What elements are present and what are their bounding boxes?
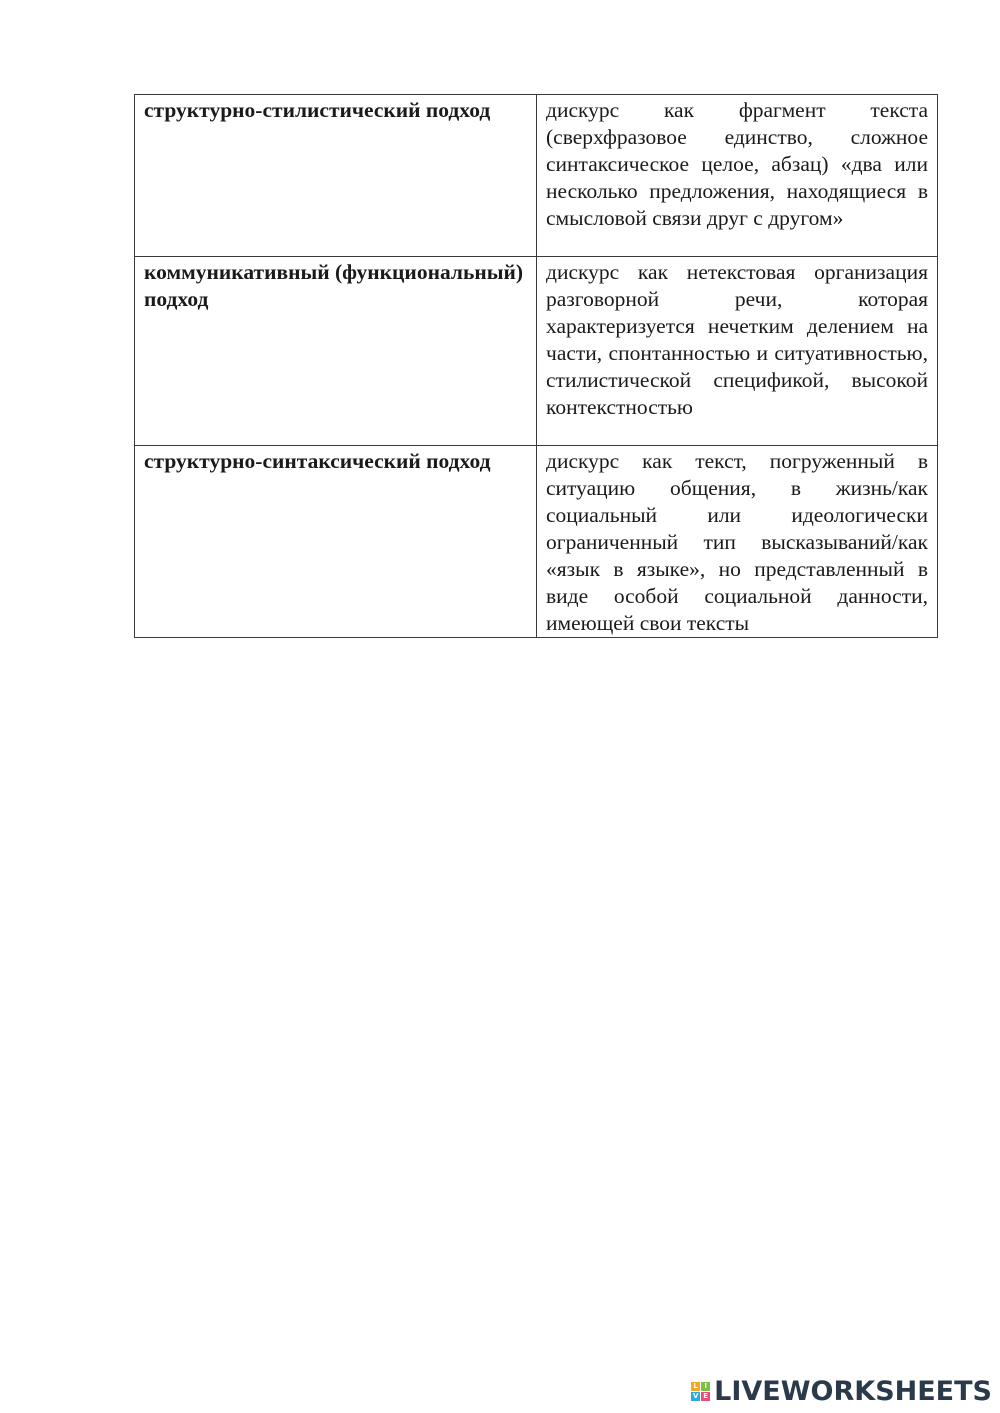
logo-letter: I xyxy=(701,1382,710,1391)
table-row xyxy=(135,95,938,257)
definition-cell: дискурс как текст, погруженный в ситуацию общения, в жизнь/как социальный или идеологически ограниченный тип высказываний/как «язык в языке», но представленный в виде особой социальной данности, имеющей свои тексты xyxy=(537,446,938,638)
approach-cell: коммуникативный (функциональный) подход xyxy=(135,257,537,446)
discourse-approaches-table xyxy=(134,94,938,638)
definition-cell: дискурс как фрагмент текста (сверхфразовое единство, сложное синтаксическое целое, абзац) «два или несколько предложения, находящиеся в смысловой связи друг с другом» xyxy=(537,95,938,257)
logo-letter: V xyxy=(692,1392,699,1400)
logo-letter: L xyxy=(691,1382,700,1391)
brand-name: LIVEWORKSHEETS xyxy=(714,1376,992,1407)
approach-cell: структурно-стилистический подход xyxy=(135,95,537,257)
approach-cell: структурно-синтаксический подход xyxy=(135,446,537,638)
logo-letter: E xyxy=(701,1392,710,1401)
liveworksheets-logo-icon xyxy=(691,1378,710,1406)
definition-cell: дискурс как нетекстовая организация разговорной речи, которая характеризуется нечетким делением на части, спонтанностью и ситуативностью, стилистической спецификой, высокой контекстностью xyxy=(537,257,938,446)
liveworksheets-brand xyxy=(691,1376,992,1407)
table-row xyxy=(135,446,938,638)
table-row xyxy=(135,257,938,446)
